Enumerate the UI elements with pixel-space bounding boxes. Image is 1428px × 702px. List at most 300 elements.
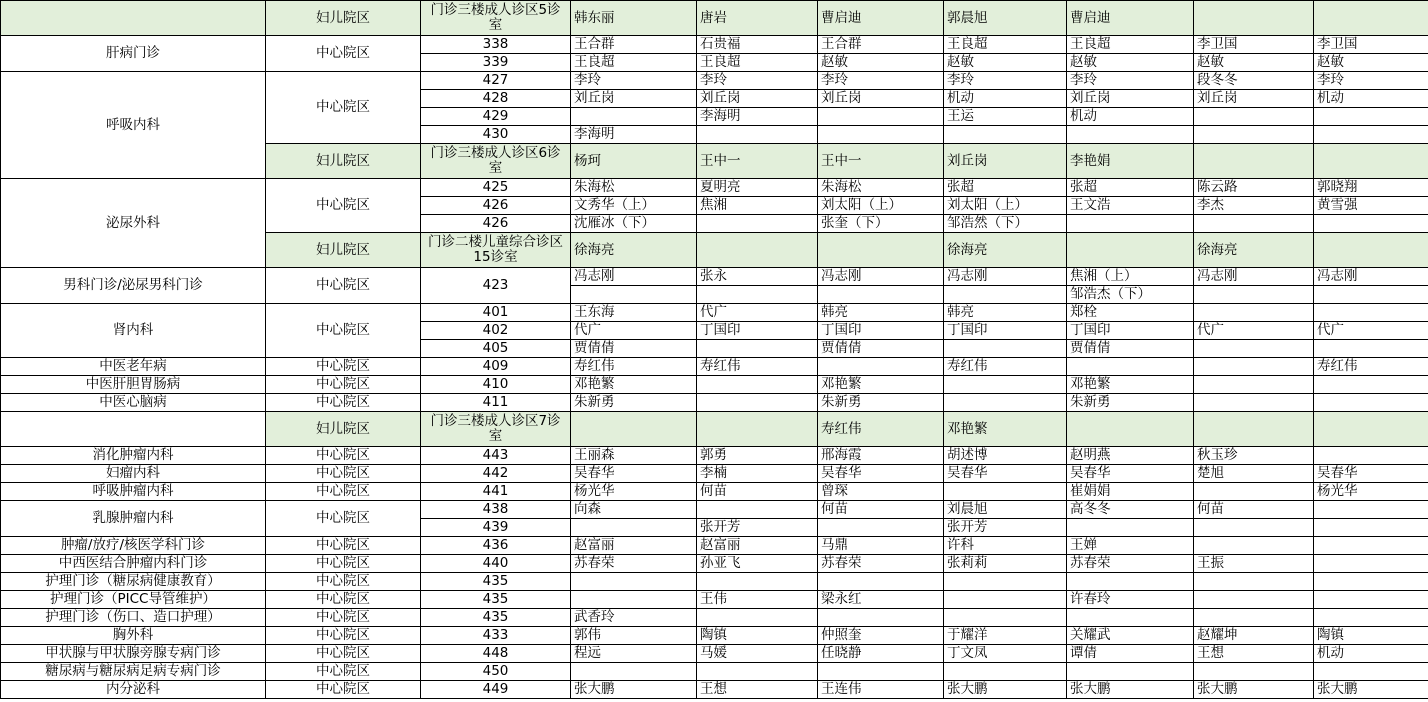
doctor-cell[interactable]: 吴春华	[571, 465, 697, 483]
campus-cell[interactable]: 中心院区	[266, 376, 421, 394]
doctor-cell[interactable]: 焦湘	[697, 197, 818, 215]
doctor-cell[interactable]	[1314, 591, 1428, 609]
doctor-cell[interactable]	[1314, 609, 1428, 627]
doctor-cell[interactable]	[1314, 286, 1428, 304]
doctor-cell[interactable]: 代广	[697, 304, 818, 322]
campus-cell[interactable]: 中心院区	[266, 627, 421, 645]
doctor-cell[interactable]	[1194, 537, 1314, 555]
room-cell[interactable]: 429	[421, 108, 571, 126]
doctor-cell[interactable]	[697, 501, 818, 519]
doctor-cell[interactable]: 冯志刚	[818, 268, 944, 286]
campus-cell[interactable]: 妇儿院区	[266, 412, 421, 447]
doctor-cell[interactable]	[944, 340, 1067, 358]
doctor-cell[interactable]: 冯志刚	[1314, 268, 1428, 286]
doctor-cell[interactable]: 徐海亮	[1194, 233, 1314, 268]
doctor-cell[interactable]: 代广	[571, 322, 697, 340]
doctor-cell[interactable]	[697, 573, 818, 591]
dept-cell[interactable]: 呼吸内科	[1, 72, 266, 179]
doctor-cell[interactable]: 朱新勇	[818, 394, 944, 412]
doctor-cell[interactable]: 赵敏	[1067, 54, 1194, 72]
doctor-cell[interactable]	[1314, 108, 1428, 126]
doctor-cell[interactable]	[1194, 215, 1314, 233]
doctor-cell[interactable]	[1314, 555, 1428, 573]
doctor-cell[interactable]	[1067, 573, 1194, 591]
doctor-cell[interactable]: 贾倩倩	[818, 340, 944, 358]
room-cell[interactable]: 427	[421, 72, 571, 90]
doctor-cell[interactable]	[697, 340, 818, 358]
dept-cell[interactable]: 护理门诊（伤口、造口护理）	[1, 609, 266, 627]
doctor-cell[interactable]	[1067, 233, 1194, 268]
doctor-cell[interactable]: 朱海松	[818, 179, 944, 197]
doctor-cell[interactable]	[1194, 340, 1314, 358]
doctor-cell[interactable]: 王婵	[1067, 537, 1194, 555]
campus-cell[interactable]: 中心院区	[266, 591, 421, 609]
doctor-cell[interactable]: 张大鹏	[1194, 681, 1314, 699]
doctor-cell[interactable]: 刘晨旭	[944, 501, 1067, 519]
doctor-cell[interactable]: 李海明	[571, 126, 697, 144]
doctor-cell[interactable]: 崔娟娟	[1067, 483, 1194, 501]
room-cell[interactable]: 409	[421, 358, 571, 376]
dept-cell[interactable]: 护理门诊（PICC导管维护）	[1, 591, 266, 609]
dept-cell[interactable]: 男科门诊/泌尿男科门诊	[1, 268, 266, 304]
doctor-cell[interactable]: 李玲	[1067, 72, 1194, 90]
doctor-cell[interactable]	[1314, 304, 1428, 322]
doctor-cell[interactable]: 寿红伟	[1314, 358, 1428, 376]
doctor-cell[interactable]	[1067, 358, 1194, 376]
doctor-cell[interactable]: 王良超	[697, 54, 818, 72]
doctor-cell[interactable]	[1194, 126, 1314, 144]
room-cell[interactable]: 338	[421, 36, 571, 54]
doctor-cell[interactable]: 张莉莉	[944, 555, 1067, 573]
doctor-cell[interactable]: 机动	[1314, 645, 1428, 663]
doctor-cell[interactable]	[944, 609, 1067, 627]
room-cell[interactable]: 441	[421, 483, 571, 501]
doctor-cell[interactable]	[818, 663, 944, 681]
doctor-cell[interactable]: 郭晨旭	[944, 1, 1067, 36]
dept-cell[interactable]: 肾内科	[1, 304, 266, 358]
doctor-cell[interactable]: 韩东丽	[571, 1, 697, 36]
doctor-cell[interactable]: 李卫国	[1314, 36, 1428, 54]
doctor-cell[interactable]: 张奎（下）	[818, 215, 944, 233]
doctor-cell[interactable]: 丁文凤	[944, 645, 1067, 663]
doctor-cell[interactable]	[1194, 609, 1314, 627]
campus-cell[interactable]: 中心院区	[266, 36, 421, 72]
doctor-cell[interactable]: 朱新勇	[1067, 394, 1194, 412]
doctor-cell[interactable]: 冯志刚	[1194, 268, 1314, 286]
doctor-cell[interactable]: 王良超	[1067, 36, 1194, 54]
doctor-cell[interactable]	[1194, 376, 1314, 394]
doctor-cell[interactable]: 王良超	[944, 36, 1067, 54]
doctor-cell[interactable]	[1067, 609, 1194, 627]
room-cell[interactable]: 339	[421, 54, 571, 72]
room-cell[interactable]: 448	[421, 645, 571, 663]
doctor-cell[interactable]	[1194, 591, 1314, 609]
doctor-cell[interactable]: 赵敏	[1314, 54, 1428, 72]
doctor-cell[interactable]: 丁国印	[944, 322, 1067, 340]
campus-cell[interactable]: 中心院区	[266, 501, 421, 537]
doctor-cell[interactable]: 梁永红	[818, 591, 944, 609]
doctor-cell[interactable]	[944, 591, 1067, 609]
doctor-cell[interactable]	[571, 286, 697, 304]
campus-cell[interactable]: 中心院区	[266, 304, 421, 358]
doctor-cell[interactable]	[1314, 394, 1428, 412]
room-cell[interactable]: 426	[421, 215, 571, 233]
doctor-cell[interactable]	[697, 376, 818, 394]
room-cell[interactable]: 405	[421, 340, 571, 358]
doctor-cell[interactable]	[1314, 447, 1428, 465]
doctor-cell[interactable]: 邹浩然（下）	[944, 215, 1067, 233]
doctor-cell[interactable]	[818, 573, 944, 591]
doctor-cell[interactable]	[944, 663, 1067, 681]
room-cell[interactable]: 428	[421, 90, 571, 108]
doctor-cell[interactable]	[1194, 483, 1314, 501]
doctor-cell[interactable]: 陶镇	[1314, 627, 1428, 645]
doctor-cell[interactable]	[1194, 519, 1314, 537]
doctor-cell[interactable]: 曹启迪	[818, 1, 944, 36]
doctor-cell[interactable]	[1067, 126, 1194, 144]
room-cell[interactable]: 门诊二楼儿童综合诊区15诊室	[421, 233, 571, 268]
doctor-cell[interactable]: 吴春华	[818, 465, 944, 483]
doctor-cell[interactable]: 苏春荣	[1067, 555, 1194, 573]
doctor-cell[interactable]: 王合群	[571, 36, 697, 54]
doctor-cell[interactable]: 赵敏	[818, 54, 944, 72]
doctor-cell[interactable]: 文秀华（上）	[571, 197, 697, 215]
room-cell[interactable]: 435	[421, 573, 571, 591]
room-cell[interactable]: 433	[421, 627, 571, 645]
doctor-cell[interactable]	[818, 126, 944, 144]
doctor-cell[interactable]: 邓艳繁	[944, 412, 1067, 447]
doctor-cell[interactable]	[697, 412, 818, 447]
doctor-cell[interactable]: 吴春华	[1067, 465, 1194, 483]
dept-cell[interactable]	[1, 1, 266, 36]
room-cell[interactable]: 门诊三楼成人诊区7诊室	[421, 412, 571, 447]
doctor-cell[interactable]: 赵明燕	[1067, 447, 1194, 465]
doctor-cell[interactable]: 沈雁冰（下）	[571, 215, 697, 233]
dept-cell[interactable]: 糖尿病与糖尿病足病专病门诊	[1, 663, 266, 681]
doctor-cell[interactable]: 张开芳	[944, 519, 1067, 537]
doctor-cell[interactable]	[1194, 304, 1314, 322]
doctor-cell[interactable]: 王良超	[571, 54, 697, 72]
doctor-cell[interactable]	[1314, 233, 1428, 268]
doctor-cell[interactable]	[1314, 537, 1428, 555]
doctor-cell[interactable]: 贾倩倩	[571, 340, 697, 358]
doctor-cell[interactable]: 李玲	[1314, 72, 1428, 90]
doctor-cell[interactable]: 夏明亮	[697, 179, 818, 197]
campus-cell[interactable]: 中心院区	[266, 573, 421, 591]
doctor-cell[interactable]: 丁国印	[818, 322, 944, 340]
campus-cell[interactable]: 中心院区	[266, 465, 421, 483]
doctor-cell[interactable]: 王伟	[697, 591, 818, 609]
doctor-cell[interactable]: 刘丘岗	[1194, 90, 1314, 108]
doctor-cell[interactable]: 刘丘岗	[818, 90, 944, 108]
doctor-cell[interactable]: 武香玲	[571, 609, 697, 627]
doctor-cell[interactable]: 王中一	[697, 144, 818, 179]
doctor-cell[interactable]: 何苗	[697, 483, 818, 501]
doctor-cell[interactable]: 任晓静	[818, 645, 944, 663]
doctor-cell[interactable]: 赵耀坤	[1194, 627, 1314, 645]
doctor-cell[interactable]: 秋玉珍	[1194, 447, 1314, 465]
campus-cell[interactable]: 中心院区	[266, 358, 421, 376]
doctor-cell[interactable]: 刘丘岗	[571, 90, 697, 108]
campus-cell[interactable]: 中心院区	[266, 483, 421, 501]
dept-cell[interactable]: 消化肿瘤内科	[1, 447, 266, 465]
doctor-cell[interactable]	[1067, 412, 1194, 447]
dept-cell[interactable]: 中医肝胆胃肠病	[1, 376, 266, 394]
dept-cell[interactable]: 护理门诊（糖尿病健康教育）	[1, 573, 266, 591]
doctor-cell[interactable]	[1194, 573, 1314, 591]
doctor-cell[interactable]: 谭倩	[1067, 645, 1194, 663]
room-cell[interactable]: 438	[421, 501, 571, 519]
doctor-cell[interactable]	[1067, 215, 1194, 233]
doctor-cell[interactable]: 焦湘（上）	[1067, 268, 1194, 286]
doctor-cell[interactable]: 机动	[944, 90, 1067, 108]
doctor-cell[interactable]: 寿红伟	[818, 412, 944, 447]
doctor-cell[interactable]: 赵敏	[944, 54, 1067, 72]
doctor-cell[interactable]: 李杰	[1194, 197, 1314, 215]
doctor-cell[interactable]: 王运	[944, 108, 1067, 126]
doctor-cell[interactable]: 张大鹏	[1067, 681, 1194, 699]
room-cell[interactable]: 450	[421, 663, 571, 681]
doctor-cell[interactable]: 王振	[1194, 555, 1314, 573]
room-cell[interactable]: 443	[421, 447, 571, 465]
doctor-cell[interactable]	[1314, 412, 1428, 447]
doctor-cell[interactable]: 王想	[1194, 645, 1314, 663]
room-cell[interactable]: 440	[421, 555, 571, 573]
doctor-cell[interactable]	[571, 519, 697, 537]
doctor-cell[interactable]: 张大鹏	[944, 681, 1067, 699]
doctor-cell[interactable]: 唐岩	[697, 1, 818, 36]
doctor-cell[interactable]	[818, 519, 944, 537]
doctor-cell[interactable]: 许科	[944, 537, 1067, 555]
doctor-cell[interactable]: 张开芳	[697, 519, 818, 537]
doctor-cell[interactable]	[1194, 1, 1314, 36]
doctor-cell[interactable]: 冯志刚	[944, 268, 1067, 286]
doctor-cell[interactable]: 朱新勇	[571, 394, 697, 412]
doctor-cell[interactable]: 马媛	[697, 645, 818, 663]
doctor-cell[interactable]	[1314, 340, 1428, 358]
doctor-cell[interactable]: 邢海霞	[818, 447, 944, 465]
doctor-cell[interactable]: 刘丘岗	[1067, 90, 1194, 108]
doctor-cell[interactable]: 张大鹏	[1314, 681, 1428, 699]
doctor-cell[interactable]: 张超	[944, 179, 1067, 197]
doctor-cell[interactable]	[1194, 663, 1314, 681]
doctor-cell[interactable]: 寿红伟	[697, 358, 818, 376]
doctor-cell[interactable]	[1194, 412, 1314, 447]
doctor-cell[interactable]: 李艳娟	[1067, 144, 1194, 179]
doctor-cell[interactable]: 赵富丽	[571, 537, 697, 555]
doctor-cell[interactable]: 郭伟	[571, 627, 697, 645]
doctor-cell[interactable]	[818, 108, 944, 126]
doctor-cell[interactable]: 于耀洋	[944, 627, 1067, 645]
doctor-cell[interactable]: 许春玲	[1067, 591, 1194, 609]
doctor-cell[interactable]: 吴春华	[1314, 465, 1428, 483]
doctor-cell[interactable]	[571, 591, 697, 609]
dept-cell[interactable]: 胸外科	[1, 627, 266, 645]
doctor-cell[interactable]: 寿红伟	[944, 358, 1067, 376]
doctor-cell[interactable]	[571, 663, 697, 681]
doctor-cell[interactable]: 黄雪强	[1314, 197, 1428, 215]
dept-cell[interactable]: 内分泌科	[1, 681, 266, 699]
doctor-cell[interactable]: 贾倩倩	[1067, 340, 1194, 358]
doctor-cell[interactable]: 韩亮	[944, 304, 1067, 322]
doctor-cell[interactable]: 楚旭	[1194, 465, 1314, 483]
doctor-cell[interactable]: 杨珂	[571, 144, 697, 179]
doctor-cell[interactable]	[697, 286, 818, 304]
doctor-cell[interactable]: 李玲	[571, 72, 697, 90]
room-cell[interactable]: 411	[421, 394, 571, 412]
doctor-cell[interactable]	[1314, 144, 1428, 179]
doctor-cell[interactable]: 张超	[1067, 179, 1194, 197]
room-cell[interactable]: 436	[421, 537, 571, 555]
doctor-cell[interactable]	[1194, 108, 1314, 126]
dept-cell[interactable]: 中医心脑病	[1, 394, 266, 412]
room-cell[interactable]: 402	[421, 322, 571, 340]
doctor-cell[interactable]: 刘太阳（上）	[818, 197, 944, 215]
doctor-cell[interactable]: 邓艳繁	[1067, 376, 1194, 394]
doctor-cell[interactable]: 丁国印	[1067, 322, 1194, 340]
doctor-cell[interactable]: 丁国印	[697, 322, 818, 340]
dept-cell[interactable]: 肝病门诊	[1, 36, 266, 72]
dept-cell[interactable]: 甲状腺与甲状腺旁腺专病门诊	[1, 645, 266, 663]
doctor-cell[interactable]	[1314, 519, 1428, 537]
room-cell[interactable]: 439	[421, 519, 571, 537]
doctor-cell[interactable]: 刘太阳（上）	[944, 197, 1067, 215]
room-cell[interactable]: 426	[421, 197, 571, 215]
room-cell[interactable]: 449	[421, 681, 571, 699]
doctor-cell[interactable]: 王东海	[571, 304, 697, 322]
dept-cell[interactable]: 妇瘤内科	[1, 465, 266, 483]
doctor-cell[interactable]: 赵富丽	[697, 537, 818, 555]
doctor-cell[interactable]: 李海明	[697, 108, 818, 126]
doctor-cell[interactable]: 代广	[1194, 322, 1314, 340]
doctor-cell[interactable]: 张永	[697, 268, 818, 286]
room-cell[interactable]: 门诊三楼成人诊区6诊室	[421, 144, 571, 179]
doctor-cell[interactable]: 苏春荣	[571, 555, 697, 573]
doctor-cell[interactable]	[818, 609, 944, 627]
room-cell[interactable]: 门诊三楼成人诊区5诊室	[421, 1, 571, 36]
doctor-cell[interactable]: 代广	[1314, 322, 1428, 340]
doctor-cell[interactable]: 王连伟	[818, 681, 944, 699]
doctor-cell[interactable]	[697, 233, 818, 268]
campus-cell[interactable]: 中心院区	[266, 72, 421, 144]
doctor-cell[interactable]	[1314, 376, 1428, 394]
doctor-cell[interactable]	[944, 126, 1067, 144]
doctor-cell[interactable]: 李楠	[697, 465, 818, 483]
doctor-cell[interactable]: 向森	[571, 501, 697, 519]
doctor-cell[interactable]	[818, 358, 944, 376]
doctor-cell[interactable]: 胡述博	[944, 447, 1067, 465]
room-cell[interactable]: 430	[421, 126, 571, 144]
campus-cell[interactable]: 中心院区	[266, 681, 421, 699]
dept-cell[interactable]: 泌尿外科	[1, 179, 266, 268]
doctor-cell[interactable]: 仲照奎	[818, 627, 944, 645]
doctor-cell[interactable]: 程远	[571, 645, 697, 663]
doctor-cell[interactable]: 王丽森	[571, 447, 697, 465]
doctor-cell[interactable]: 吴春华	[944, 465, 1067, 483]
doctor-cell[interactable]: 徐海亮	[571, 233, 697, 268]
campus-cell[interactable]: 妇儿院区	[266, 144, 421, 179]
doctor-cell[interactable]	[697, 215, 818, 233]
doctor-cell[interactable]	[1314, 573, 1428, 591]
doctor-cell[interactable]: 石贵福	[697, 36, 818, 54]
doctor-cell[interactable]	[818, 286, 944, 304]
doctor-cell[interactable]: 刘丘岗	[697, 90, 818, 108]
doctor-cell[interactable]	[571, 108, 697, 126]
doctor-cell[interactable]	[571, 412, 697, 447]
campus-cell[interactable]: 中心院区	[266, 555, 421, 573]
doctor-cell[interactable]: 赵敏	[1194, 54, 1314, 72]
doctor-cell[interactable]	[1067, 663, 1194, 681]
doctor-cell[interactable]: 陈云路	[1194, 179, 1314, 197]
doctor-cell[interactable]: 王想	[697, 681, 818, 699]
doctor-cell[interactable]	[944, 573, 1067, 591]
doctor-cell[interactable]	[1194, 358, 1314, 376]
doctor-cell[interactable]: 段冬冬	[1194, 72, 1314, 90]
doctor-cell[interactable]: 王中一	[818, 144, 944, 179]
campus-cell[interactable]: 中心院区	[266, 447, 421, 465]
doctor-cell[interactable]: 机动	[1067, 108, 1194, 126]
doctor-cell[interactable]: 曹启迪	[1067, 1, 1194, 36]
room-cell[interactable]: 435	[421, 591, 571, 609]
campus-cell[interactable]: 中心院区	[266, 179, 421, 233]
doctor-cell[interactable]: 陶镇	[697, 627, 818, 645]
doctor-cell[interactable]: 朱海松	[571, 179, 697, 197]
doctor-cell[interactable]	[697, 394, 818, 412]
doctor-cell[interactable]	[944, 483, 1067, 501]
campus-cell[interactable]: 中心院区	[266, 645, 421, 663]
campus-cell[interactable]: 中心院区	[266, 537, 421, 555]
doctor-cell[interactable]	[1314, 663, 1428, 681]
room-cell[interactable]: 423	[421, 268, 571, 304]
room-cell[interactable]: 442	[421, 465, 571, 483]
doctor-cell[interactable]: 徐海亮	[944, 233, 1067, 268]
doctor-cell[interactable]	[1314, 1, 1428, 36]
doctor-cell[interactable]	[1314, 501, 1428, 519]
doctor-cell[interactable]	[697, 126, 818, 144]
doctor-cell[interactable]: 李玲	[697, 72, 818, 90]
dept-cell[interactable]	[1, 412, 266, 447]
doctor-cell[interactable]: 杨光华	[571, 483, 697, 501]
doctor-cell[interactable]: 高冬冬	[1067, 501, 1194, 519]
campus-cell[interactable]: 中心院区	[266, 609, 421, 627]
doctor-cell[interactable]: 杨光华	[1314, 483, 1428, 501]
doctor-cell[interactable]	[697, 609, 818, 627]
doctor-cell[interactable]: 邹浩杰（下）	[1067, 286, 1194, 304]
doctor-cell[interactable]	[818, 233, 944, 268]
dept-cell[interactable]: 乳腺肿瘤内科	[1, 501, 266, 537]
doctor-cell[interactable]: 张大鹏	[571, 681, 697, 699]
room-cell[interactable]: 435	[421, 609, 571, 627]
doctor-cell[interactable]: 郑栓	[1067, 304, 1194, 322]
doctor-cell[interactable]	[697, 663, 818, 681]
doctor-cell[interactable]	[944, 376, 1067, 394]
campus-cell[interactable]: 妇儿院区	[266, 233, 421, 268]
dept-cell[interactable]: 肿瘤/放疗/核医学科门诊	[1, 537, 266, 555]
doctor-cell[interactable]: 孙亚飞	[697, 555, 818, 573]
doctor-cell[interactable]	[944, 286, 1067, 304]
doctor-cell[interactable]: 李玲	[944, 72, 1067, 90]
doctor-cell[interactable]: 郭晓翔	[1314, 179, 1428, 197]
campus-cell[interactable]: 中心院区	[266, 663, 421, 681]
doctor-cell[interactable]	[1314, 215, 1428, 233]
room-cell[interactable]: 425	[421, 179, 571, 197]
campus-cell[interactable]: 中心院区	[266, 268, 421, 304]
doctor-cell[interactable]: 邓艳繁	[818, 376, 944, 394]
doctor-cell[interactable]: 何苗	[818, 501, 944, 519]
doctor-cell[interactable]: 冯志刚	[571, 268, 697, 286]
campus-cell[interactable]: 妇儿院区	[266, 1, 421, 36]
doctor-cell[interactable]: 寿红伟	[571, 358, 697, 376]
